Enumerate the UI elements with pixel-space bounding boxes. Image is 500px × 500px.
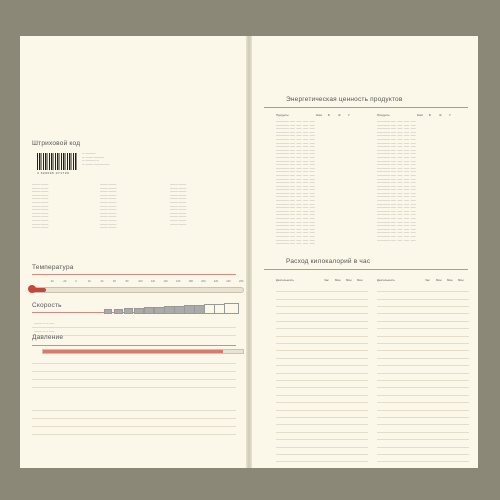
pressure-section-title: Давление (32, 334, 64, 341)
energy-column-header: Б (328, 113, 330, 117)
kcal-table-right (377, 284, 469, 464)
temperature-tick: 200 (201, 280, 206, 283)
barcode-image (37, 153, 77, 170)
temperature-tick: 20 (87, 280, 91, 283)
temperature-tick: -40 (50, 280, 54, 283)
temperature-tick: 160 (176, 280, 181, 283)
energy-column-header: У (348, 113, 350, 117)
speed-table: ——— — — —— ——— — — —— (32, 320, 236, 340)
pressure-fill (43, 350, 223, 353)
temperature-tick: 100 (138, 280, 143, 283)
barcode-number: 4 620095 071729 (37, 171, 70, 175)
temperature-tick: 240 (226, 280, 231, 283)
speed-scale-box (144, 307, 154, 314)
temperature-section-title: Температура (32, 264, 74, 271)
kcal-column-header: Деятельность (377, 278, 396, 282)
energy-column-header: Ж (439, 113, 442, 117)
kcal-divider (264, 269, 468, 270)
energy-divider (264, 107, 468, 108)
energy-column-header: У (449, 113, 451, 117)
energy-column-header: Ккал (316, 113, 323, 117)
kcal-column-header: Мин (458, 278, 464, 282)
kcal-column-header: Час (324, 278, 329, 282)
energy-column-header: Ккал (417, 113, 424, 117)
temperature-tick: 260 (239, 280, 244, 283)
energy-column-header: Б (429, 113, 431, 117)
pressure-divider (32, 345, 236, 346)
kcal-column-header: Мин (346, 278, 352, 282)
speed-section-title: Скорость (32, 302, 62, 309)
speed-scale-box (114, 309, 123, 315)
temperature-tick: 180 (188, 280, 193, 283)
temperature-tick: 120 (150, 280, 156, 283)
energy-column-header: Ж (338, 113, 341, 117)
temperature-divider (32, 274, 236, 275)
temperature-tick: 140 (163, 280, 168, 283)
kcal-table-row (377, 454, 469, 462)
barcode-section-title: Штриховой код (32, 140, 81, 147)
kcal-table-left (276, 284, 368, 464)
left-page (20, 36, 246, 468)
kcal-column-header: Мин (436, 278, 442, 282)
kcal-column-header: Деятельность (276, 278, 295, 282)
country-codes-col3: ——— ——— ——— ——— ——— ——— ——— ——— ——— ——— ——— ——— ——— ——— ——— ——— ——— ——— ——— ——— ——— ——— ——— ——— (170, 183, 187, 226)
kcal-column-header: Мин (357, 278, 363, 282)
temperature-tick: 40 (100, 280, 104, 283)
temperature-tick: 80 (125, 280, 129, 283)
country-codes-col1: ——— ——— ——— ——— ——— ——— ——— ——— ——— ——— ——— ——— ——— ——— ——— ——— ——— ——— ——— ——— ——— ——— ——— ——— ——— ——— (32, 183, 49, 230)
temperature-tick: -20 (62, 280, 67, 283)
thermometer-bulb (28, 285, 36, 293)
pressure-table (32, 356, 236, 396)
kcal-table-row (276, 454, 368, 462)
speed-scale-box (224, 303, 239, 314)
speed-scale-box (104, 309, 112, 314)
thermometer-bar (30, 287, 244, 293)
country-codes-col2: ——— ——— ——— ——— ——— ——— ——— ——— ——— ——— ——— ——— ——— ——— ——— ——— ——— ——— ——— ——— ——— ——— ——— ——— ——— ——— (100, 183, 117, 230)
energy-col-right: ————— —— —— —— —— ————— —— —— —— —— ————— —— —— —— —— ————— —— —— —— —— ————— —— —— —— —— ————— —— —— —— —— ————— —— —— —— —— ————— —— —— —— —— ————— —— —— —— —— ————— —— —— —— —— ————— —— —— —— —— ————— —— —— —— —— ————— —— —— —— —— ————— —— —— —— —— ————— —— —— —— —— ————— —— —— —— —— ————— —— —— —— —— ————— —— —— —— —— ————— —— —— —— —— ————— —— —— —— —— ————— —— —— —— —— ————— —— —— —— —— ————— —— —— —— —— ————— —— —— —— —— ————— —— —— —— —— ————— —— —— —— —— ————— —— —— —— —— ————— —— —— —— —— ————— —— —— —— —— ————— —— —— —— —— ————— —— —— —— —— ————— —— —— —— —— ————— —— —— —— —— ————— —— —— —— —— (377, 120, 416, 242)
energy-col-left: ————— —— —— —— —— ————— —— —— —— —— ————— —— —— —— —— ————— —— —— —— —— ————— —— —— —— —— ————— —— —— —— —— ————— —— —— —— —— ————— —— —— —— —— ————— —— —— —— —— ————— —— —— —— —— ————— —— —— —— —— ————— —— —— —— —— ————— —— —— —— —— ————— —— —— —— —— ————— —— —— —— —— ————— —— —— —— —— ————— —— —— —— —— ————— —— —— —— —— ————— —— —— —— —— ————— —— —— —— —— ————— —— —— —— —— ————— —— —— —— —— ————— —— —— —— —— ————— —— —— —— —— ————— —— —— —— —— ————— —— —— —— —— ————— —— —— —— —— ————— —— —— —— —— ————— —— —— —— —— ————— —— —— —— —— ————— —— —— —— —— ————— —— —— —— —— ————— —— —— —— —— ————— —— —— —— —— ————— —— —— —— —— (276, 120, 315, 246)
speed-scale-box (124, 308, 133, 314)
temperature-tick: 220 (213, 280, 219, 283)
kcal-section-title: Расход килокалорий в час (286, 258, 371, 265)
energy-column-header: Продукты (377, 113, 390, 117)
kcal-column-header: Мин (447, 278, 453, 282)
right-page (252, 36, 478, 468)
temperature-tick: 0 (75, 280, 77, 283)
energy-column-header: Продукты (276, 113, 289, 117)
kcal-column-header: Час (425, 278, 430, 282)
speed-scale-box (134, 308, 144, 315)
barcode-legend: — ———— — ——— ———— — ———— — — ——— —————— (82, 152, 110, 166)
pressure-bar (42, 349, 244, 354)
energy-section-title: Энергетическая ценность продуктов (286, 96, 403, 103)
kcal-column-header: Мин (335, 278, 341, 282)
pressure-conversion-table (32, 398, 236, 438)
temperature-tick: 60 (113, 280, 116, 283)
